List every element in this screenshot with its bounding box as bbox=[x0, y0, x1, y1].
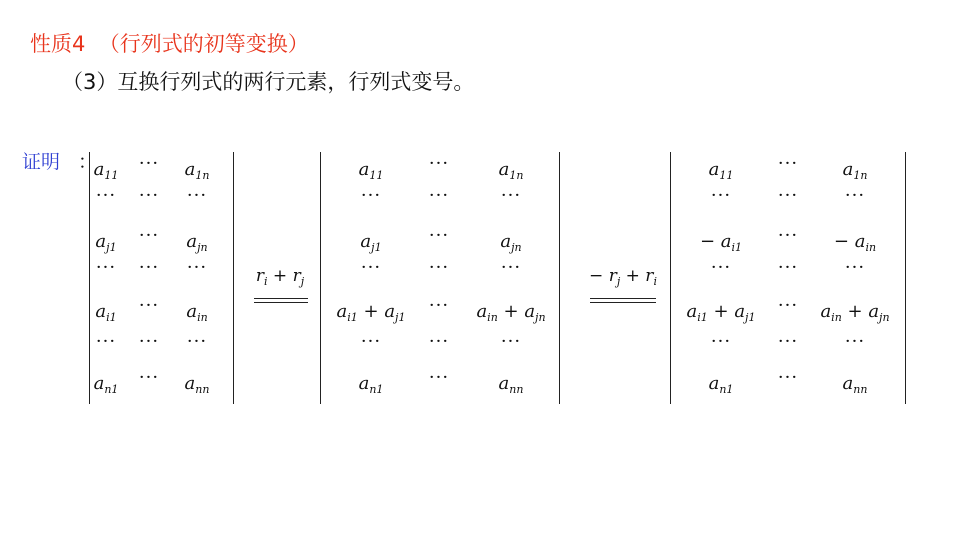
matrix-entry: $a_{i1} + a_{j1}$ bbox=[686, 301, 756, 324]
ellipsis: ··· bbox=[844, 331, 866, 352]
ellipsis: ··· bbox=[95, 257, 117, 278]
ellipsis: ··· bbox=[500, 257, 522, 278]
ellipsis: ··· bbox=[710, 185, 732, 206]
ellipsis: ··· bbox=[360, 331, 382, 352]
proof-label: 证明 bbox=[22, 151, 61, 173]
matrix-entry: $a_{11}$ bbox=[93, 159, 119, 182]
ellipsis: ··· bbox=[428, 225, 450, 246]
matrix-entry: $a_{in}$ bbox=[186, 301, 208, 324]
ellipsis: ··· bbox=[138, 153, 160, 174]
matrix-entry: $a_{j1}$ bbox=[95, 231, 117, 254]
ellipsis: ··· bbox=[138, 257, 160, 278]
ellipsis: ··· bbox=[95, 185, 117, 206]
ellipsis: ··· bbox=[138, 367, 160, 388]
ellipsis: ··· bbox=[777, 153, 799, 174]
operation-add-rows: $r_i + r_j$ bbox=[255, 266, 305, 288]
matrix-entry: $a_{in} + a_{jn}$ bbox=[820, 301, 890, 324]
ellipsis: ··· bbox=[138, 295, 160, 316]
transform-bar-2b bbox=[590, 302, 656, 303]
matrix-entry: $a_{jn}$ bbox=[186, 231, 208, 254]
ellipsis: ··· bbox=[500, 331, 522, 352]
ellipsis: ··· bbox=[777, 295, 799, 316]
determinant-after-add bbox=[320, 152, 560, 404]
property-title: 性质4 （行列式的初等变换） bbox=[30, 32, 309, 56]
ellipsis: ··· bbox=[186, 257, 208, 278]
ellipsis: ··· bbox=[777, 225, 799, 246]
ellipsis: ··· bbox=[138, 225, 160, 246]
matrix-entry: $a_{in} + a_{jn}$ bbox=[476, 301, 546, 324]
ellipsis: ··· bbox=[428, 331, 450, 352]
matrix-entry: $a_{jn}$ bbox=[500, 231, 522, 254]
ellipsis: ··· bbox=[428, 257, 450, 278]
ellipsis: ··· bbox=[777, 331, 799, 352]
matrix-entry: $a_{1n}$ bbox=[498, 159, 524, 182]
matrix-entry: $a_{n1}$ bbox=[93, 373, 119, 396]
ellipsis: ··· bbox=[777, 185, 799, 206]
ellipsis: ··· bbox=[777, 257, 799, 278]
matrix-entry: $a_{1n}$ bbox=[184, 159, 210, 182]
property-statement: （3）互换行列式的两行元素，行列式变号。 bbox=[62, 70, 475, 94]
ellipsis: ··· bbox=[844, 185, 866, 206]
matrix-entry: $a_{nn}$ bbox=[842, 373, 868, 396]
proof-colon: ： bbox=[78, 151, 98, 173]
transform-bar-2 bbox=[590, 298, 656, 299]
matrix-entry: − $a_{i1}$ bbox=[699, 231, 743, 254]
matrix-entry: $a_{i1} + a_{j1}$ bbox=[336, 301, 406, 324]
matrix-entry: $a_{11}$ bbox=[358, 159, 384, 182]
ellipsis: ··· bbox=[138, 331, 160, 352]
matrix-entry: $a_{nn}$ bbox=[498, 373, 524, 396]
ellipsis: ··· bbox=[710, 331, 732, 352]
matrix-entry: $a_{j1}$ bbox=[360, 231, 382, 254]
matrix-entry: $a_{nn}$ bbox=[184, 373, 210, 396]
ellipsis: ··· bbox=[710, 257, 732, 278]
matrix-entry: $a_{1n}$ bbox=[842, 159, 868, 182]
ellipsis: ··· bbox=[186, 185, 208, 206]
ellipsis: ··· bbox=[428, 153, 450, 174]
ellipsis: ··· bbox=[360, 257, 382, 278]
ellipsis: ··· bbox=[844, 257, 866, 278]
matrix-entry: − $a_{in}$ bbox=[833, 231, 877, 254]
matrix-entry: $a_{i1}$ bbox=[95, 301, 117, 324]
determinant-after-subtract bbox=[670, 152, 906, 404]
transform-bar-1b bbox=[254, 302, 308, 303]
transform-bar-1 bbox=[254, 298, 308, 299]
matrix-entry: $a_{n1}$ bbox=[708, 373, 734, 396]
ellipsis: ··· bbox=[186, 331, 208, 352]
ellipsis: ··· bbox=[428, 295, 450, 316]
matrix-entry: $a_{n1}$ bbox=[358, 373, 384, 396]
ellipsis: ··· bbox=[428, 185, 450, 206]
determinant-original bbox=[89, 152, 234, 404]
ellipsis: ··· bbox=[777, 367, 799, 388]
matrix-entry: $a_{11}$ bbox=[708, 159, 734, 182]
ellipsis: ··· bbox=[428, 367, 450, 388]
ellipsis: ··· bbox=[500, 185, 522, 206]
operation-subtract-rows: − $r_j + r_i$ bbox=[589, 266, 657, 288]
ellipsis: ··· bbox=[138, 185, 160, 206]
ellipsis: ··· bbox=[360, 185, 382, 206]
ellipsis: ··· bbox=[95, 331, 117, 352]
